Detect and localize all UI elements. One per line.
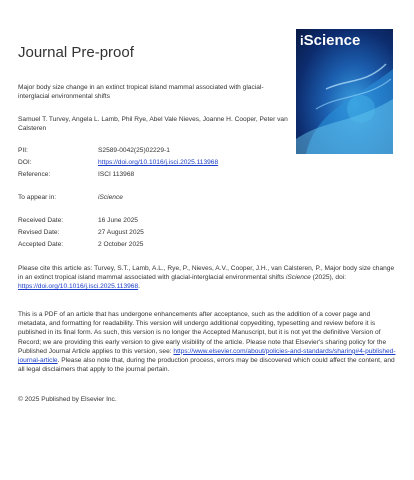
citation-doi-link[interactable]: https://doi.org/10.1016/j.isci.2025.113968 bbox=[18, 283, 139, 291]
article-authors: Samuel T. Turvey, Angela L. Lamb, Phil Rye, Abel Vale Nieves, Joanne H. Cooper, Peter van Calsteren bbox=[18, 116, 288, 132]
appear-label: To appear in: bbox=[18, 194, 57, 201]
sharing-policy-link[interactable]: https://www.elsevier.com/about/policies-and-standards/sharing#4-published-journal-article bbox=[18, 347, 396, 365]
reference-label: Reference: bbox=[18, 171, 51, 178]
doi-link[interactable]: https://doi.org/10.1016/j.isci.2025.113968 bbox=[98, 159, 219, 166]
pii-value: S2589-0042(25)02229-1 bbox=[98, 147, 170, 154]
accepted-value: 2 October 2025 bbox=[98, 241, 144, 248]
pii-label: PII: bbox=[18, 147, 28, 154]
revised-value: 27 August 2025 bbox=[98, 229, 144, 236]
copyright-notice: © 2025 Published by Elsevier Inc. bbox=[18, 396, 117, 403]
received-label: Received Date: bbox=[18, 217, 64, 224]
accepted-label: Accepted Date: bbox=[18, 241, 64, 248]
article-title: Major body size change in an extinct tropical island mammal associated with glacial-interglacial environmental shifts bbox=[18, 84, 264, 100]
doi-label: DOI: bbox=[18, 159, 32, 166]
received-value: 16 June 2025 bbox=[98, 217, 138, 224]
page-title: Journal Pre-proof bbox=[18, 44, 134, 61]
journal-cover-image bbox=[296, 29, 393, 154]
cover-logo: iScience bbox=[300, 32, 361, 49]
appear-value: iScience bbox=[98, 194, 123, 201]
notice-paragraph: This is a PDF of an article that has undergone enhancements after acceptance, such as the addition of a cover page and metadata, and formatting for readability. This version will undergo additional copyediting, typesetting and review before it is published in its final form. As such, this version is no longer the Accepted Manuscript, but it is not yet the definitive Version of Record; we are providing this early version to give early visibility of the article. Please note that Elsevier's sharing policy for the Published Journal Article applies to this version, see: https://www.elsevier.com/about/policies-and-standards/sharing#4-published-journal-article. Please also note that, during the production process, errors may be discovered which could affect the content, and all legal disclaimers that apply to the journal pertain. bbox=[18, 311, 396, 374]
citation-paragraph: Please cite this article as: Turvey, S.T., Lamb, A.L., Rye, P., Nieves, A.V., Cooper, J.H., van Calsteren, P., Major body size change in an extinct tropical island mammal associated with glacial-interglacial environmental shifts iScience (2025), doi: https://doi.org/10.1016/j.isci.2025.113968. bbox=[18, 265, 395, 291]
revised-label: Revised Date: bbox=[18, 229, 60, 236]
reference-value: ISCI 113968 bbox=[98, 171, 135, 178]
